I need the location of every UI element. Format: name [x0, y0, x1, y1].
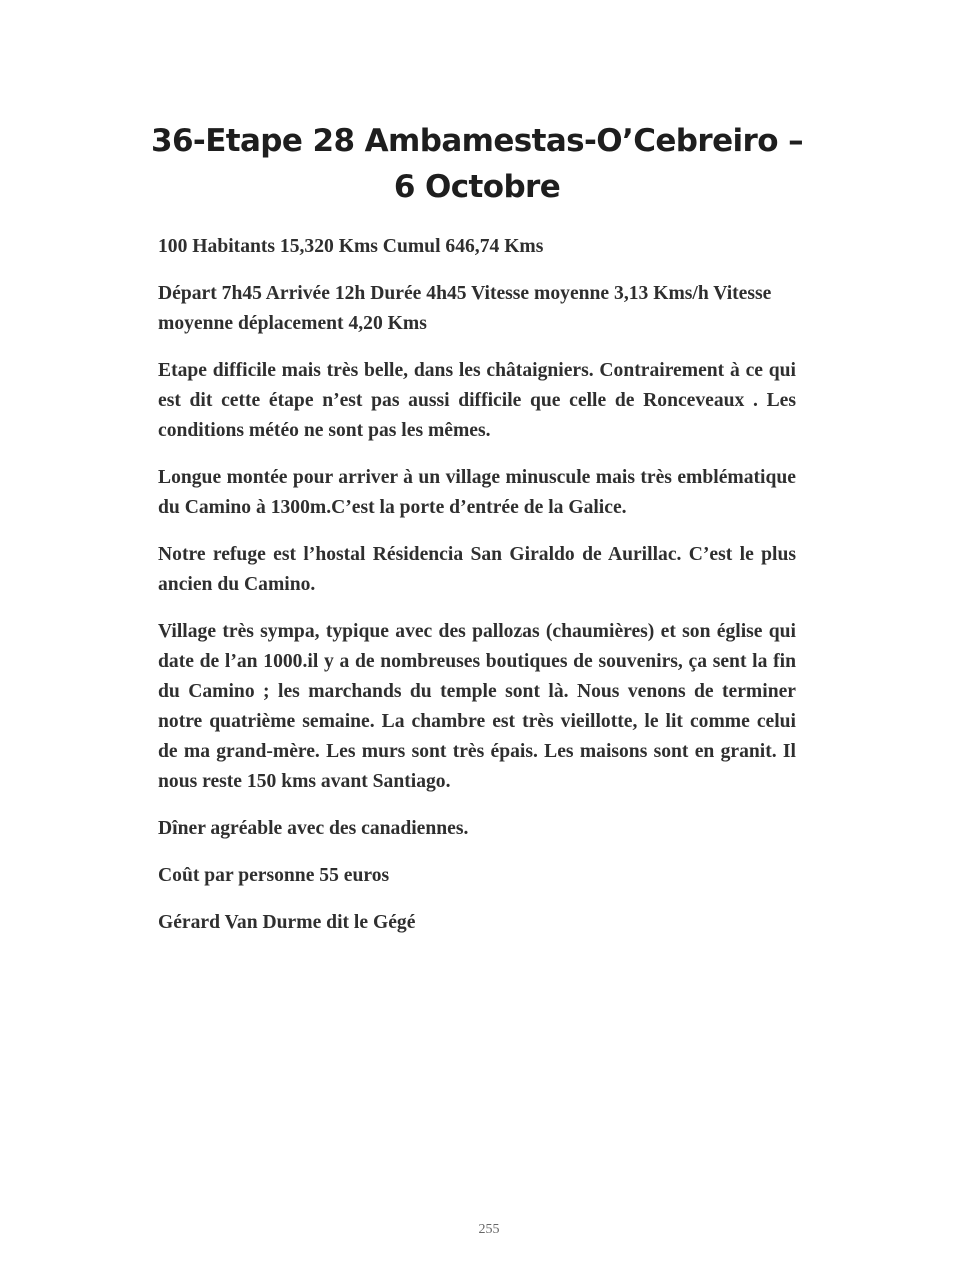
refuge-paragraph: Notre refuge est l’hostal Résidencia San Giraldo de Aurillac. C’est le plus ancien du Camino. — [158, 544, 796, 595]
stats-paragraph: 100 Habitants 15,320 Kms Cumul 646,74 Kms — [158, 236, 544, 257]
stage-description-paragraph: Etape difficile mais très belle, dans les châtaigniers. Contrairement à ce qui est dit cette étape n’est pas aussi difficile que celle de Ronceveaux . Les conditions météo ne sont pas les mêmes. — [158, 360, 796, 441]
times-paragraph: Départ 7h45 Arrivée 12h Durée 4h45 Vitesse moyenne 3,13 Kms/h Vitesse moyenne déplacement 4,20 Kms — [158, 283, 772, 334]
signature-paragraph: Gérard Van Durme dit le Gégé — [158, 912, 416, 933]
page-number: 255 — [478, 1222, 500, 1237]
dinner-paragraph: Dîner agréable avec des canadiennes. — [158, 818, 469, 839]
document-body — [158, 232, 796, 955]
village-paragraph: Village très sympa, typique avec des pallozas (chaumières) et son église qui date de l’an 1000.il y a de nombreuses boutiques de souvenirs, ça sent la fin du Camino ; les marchands du temple sont là. Nous venons de terminer notre quatrième semaine. La chambre est très vieillotte, le lit comme celui de ma grand-mère. Les murs sont très épais. Les maisons sont en granit. Il nous reste 150 kms avant Santiago. — [158, 621, 796, 792]
cost-paragraph: Coût par personne 55 euros — [158, 865, 390, 886]
page-title: 36-Etape 28 Ambamestas-O’Cebreiro – 6 Octobre — [150, 123, 803, 205]
climb-paragraph: Longue montée pour arriver à un village minuscule mais très emblématique du Camino à 1300m.C’est la porte d’entrée de la Galice. — [158, 467, 796, 518]
